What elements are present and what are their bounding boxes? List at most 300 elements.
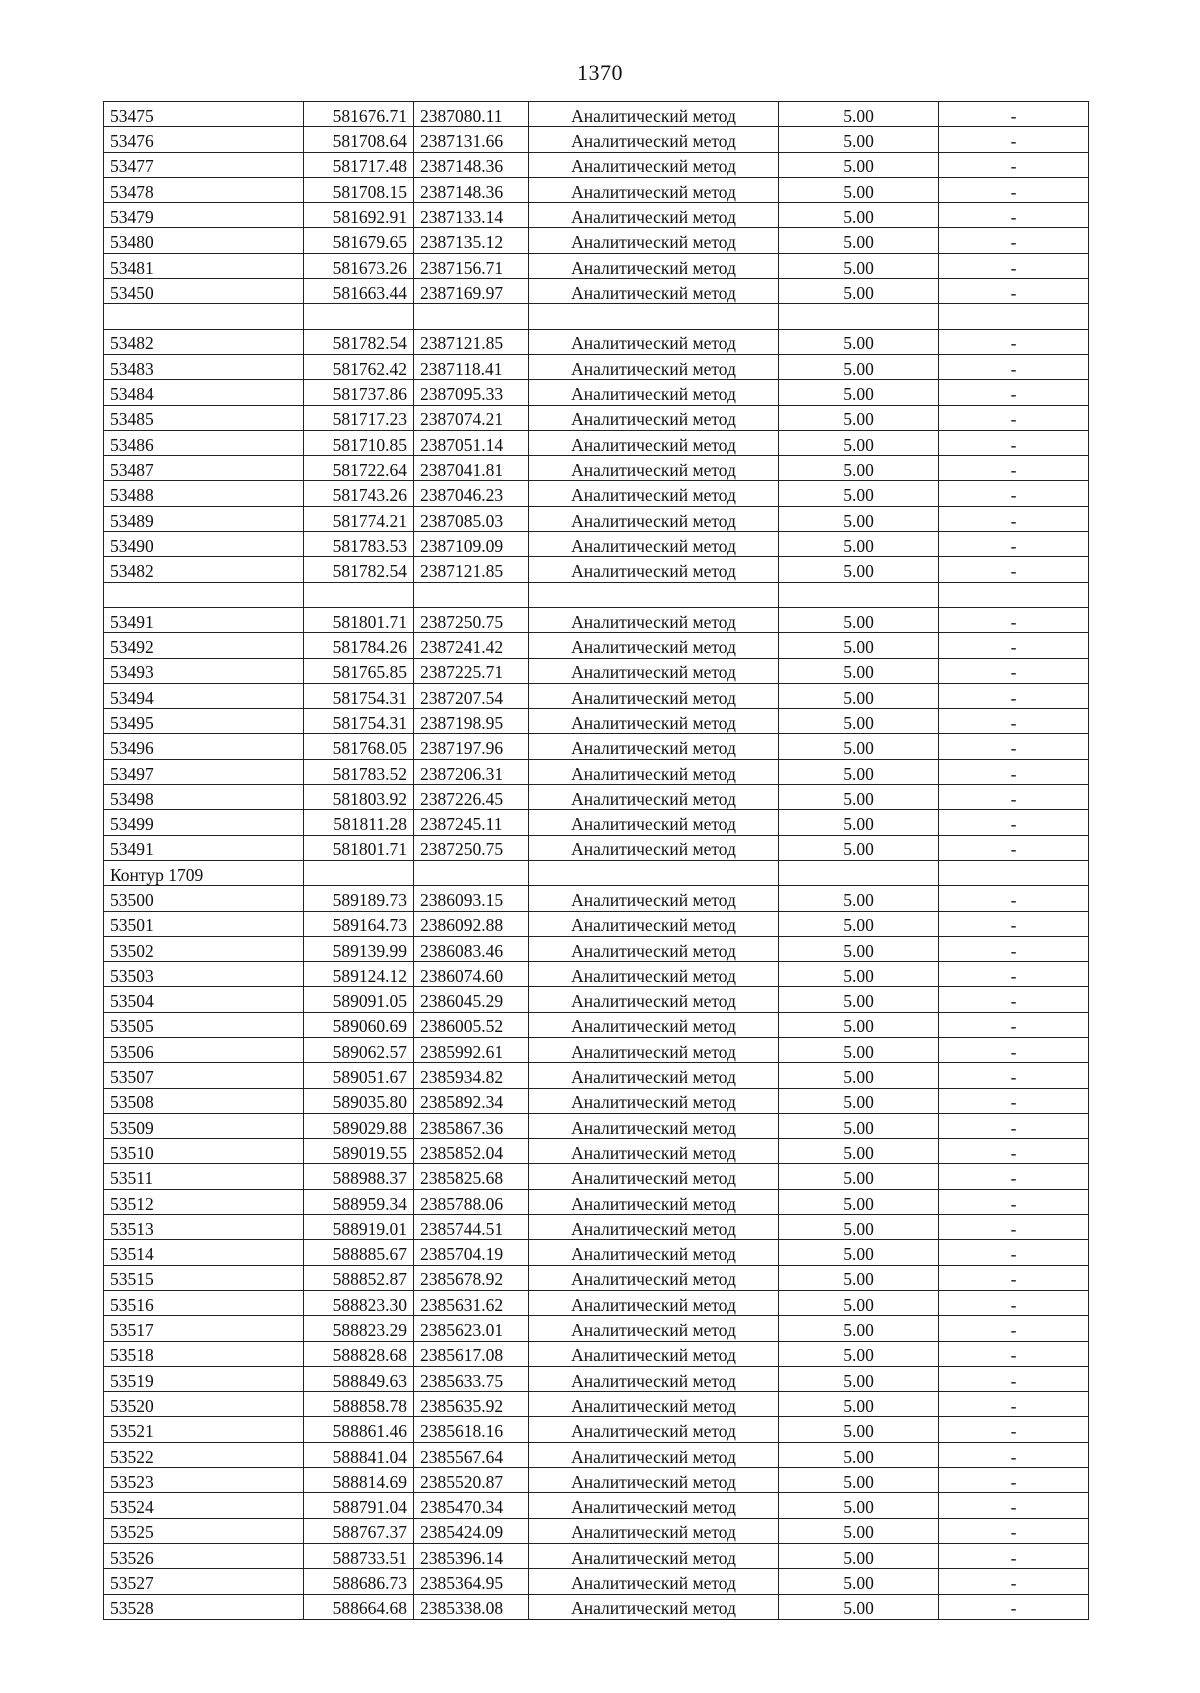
y-coordinate-cell: 2385867.36 (414, 1113, 529, 1138)
y-coordinate-cell: 2387241.42 (414, 633, 529, 658)
y-coordinate-cell: 2387225.71 (414, 658, 529, 683)
note-cell: - (939, 1417, 1089, 1442)
note-cell: - (939, 456, 1089, 481)
point-number-cell: Контур 1709 (104, 860, 304, 885)
x-coordinate-cell: 588733.51 (304, 1543, 414, 1568)
point-number-cell: 53479 (104, 203, 304, 228)
table-row (104, 127, 1089, 152)
point-number-cell: 53486 (104, 430, 304, 455)
coordinates-table (103, 101, 1089, 1620)
x-coordinate-cell: 588849.63 (304, 1366, 414, 1391)
y-coordinate-cell: 2385618.16 (414, 1417, 529, 1442)
y-coordinate-cell: 2385424.09 (414, 1518, 529, 1543)
table-row (104, 456, 1089, 481)
point-number-cell: 53521 (104, 1417, 304, 1442)
point-number-cell: 53528 (104, 1594, 304, 1619)
x-coordinate-cell: 581782.54 (304, 557, 414, 582)
point-number-cell: 53515 (104, 1265, 304, 1290)
table-row (104, 1518, 1089, 1543)
table-row (104, 1417, 1089, 1442)
point-number-cell: 53524 (104, 1493, 304, 1518)
note-cell: - (939, 430, 1089, 455)
method-cell: Аналитический метод (529, 658, 779, 683)
table-row (104, 380, 1089, 405)
y-coordinate-cell: 2386092.88 (414, 911, 529, 936)
table-row (104, 1113, 1089, 1138)
x-coordinate-cell: 588814.69 (304, 1468, 414, 1493)
note-cell: - (939, 253, 1089, 278)
table-row (104, 1037, 1089, 1062)
y-coordinate-cell: 2387156.71 (414, 253, 529, 278)
y-coordinate-cell (414, 860, 529, 885)
y-coordinate-cell: 2387095.33 (414, 380, 529, 405)
point-number-cell: 53480 (104, 228, 304, 253)
method-cell: Аналитический метод (529, 1139, 779, 1164)
accuracy-cell: 5.00 (779, 532, 939, 557)
point-number-cell: 53481 (104, 253, 304, 278)
note-cell: - (939, 203, 1089, 228)
x-coordinate-cell: 581782.54 (304, 329, 414, 354)
accuracy-cell: 5.00 (779, 354, 939, 379)
point-number-cell: 53513 (104, 1215, 304, 1240)
method-cell: Аналитический метод (529, 607, 779, 632)
table-row (104, 1468, 1089, 1493)
y-coordinate-cell: 2385934.82 (414, 1063, 529, 1088)
x-coordinate-cell: 589029.88 (304, 1113, 414, 1138)
x-coordinate-cell: 589091.05 (304, 987, 414, 1012)
y-coordinate-cell: 2385678.92 (414, 1265, 529, 1290)
method-cell: Аналитический метод (529, 1215, 779, 1240)
y-coordinate-cell: 2387109.09 (414, 532, 529, 557)
note-cell: - (939, 1240, 1089, 1265)
x-coordinate-cell: 588686.73 (304, 1569, 414, 1594)
y-coordinate-cell: 2386074.60 (414, 962, 529, 987)
table-row (104, 1366, 1089, 1391)
x-coordinate-cell: 581722.64 (304, 456, 414, 481)
x-coordinate-cell: 581801.71 (304, 607, 414, 632)
note-cell: - (939, 1493, 1089, 1518)
method-cell: Аналитический метод (529, 481, 779, 506)
y-coordinate-cell: 2387245.11 (414, 810, 529, 835)
x-coordinate-cell: 588823.30 (304, 1290, 414, 1315)
y-coordinate-cell: 2387133.14 (414, 203, 529, 228)
accuracy-cell: 5.00 (779, 1442, 939, 1467)
note-cell: - (939, 810, 1089, 835)
table-row (104, 1543, 1089, 1568)
method-cell: Аналитический метод (529, 1543, 779, 1568)
point-number-cell: 53476 (104, 127, 304, 152)
accuracy-cell: 5.00 (779, 1265, 939, 1290)
x-coordinate-cell: 581768.05 (304, 734, 414, 759)
accuracy-cell: 5.00 (779, 1366, 939, 1391)
accuracy-cell: 5.00 (779, 1493, 939, 1518)
x-coordinate-cell: 588885.67 (304, 1240, 414, 1265)
y-coordinate-cell: 2386045.29 (414, 987, 529, 1012)
x-coordinate-cell: 581754.31 (304, 683, 414, 708)
method-cell: Аналитический метод (529, 759, 779, 784)
table-row (104, 304, 1089, 329)
point-number-cell: 53450 (104, 279, 304, 304)
accuracy-cell: 5.00 (779, 709, 939, 734)
point-number-cell: 53522 (104, 1442, 304, 1467)
table-row (104, 152, 1089, 177)
note-cell: - (939, 1265, 1089, 1290)
table-row (104, 1012, 1089, 1037)
point-number-cell: 53498 (104, 785, 304, 810)
note-cell: - (939, 380, 1089, 405)
note-cell: - (939, 962, 1089, 987)
point-number-cell: 53523 (104, 1468, 304, 1493)
note-cell: - (939, 1063, 1089, 1088)
y-coordinate-cell: 2385364.95 (414, 1569, 529, 1594)
y-coordinate-cell: 2387121.85 (414, 557, 529, 582)
note-cell: - (939, 835, 1089, 860)
x-coordinate-cell: 581783.53 (304, 532, 414, 557)
y-coordinate-cell: 2387041.81 (414, 456, 529, 481)
y-coordinate-cell: 2387121.85 (414, 329, 529, 354)
x-coordinate-cell: 588664.68 (304, 1594, 414, 1619)
x-coordinate-cell: 588823.29 (304, 1316, 414, 1341)
method-cell: Аналитический метод (529, 279, 779, 304)
x-coordinate-cell: 581708.64 (304, 127, 414, 152)
table-row (104, 962, 1089, 987)
note-cell (939, 860, 1089, 885)
point-number-cell: 53484 (104, 380, 304, 405)
method-cell: Аналитический метод (529, 785, 779, 810)
point-number-cell: 53502 (104, 936, 304, 961)
x-coordinate-cell: 581673.26 (304, 253, 414, 278)
x-coordinate-cell: 581811.28 (304, 810, 414, 835)
method-cell: Аналитический метод (529, 1189, 779, 1214)
accuracy-cell: 5.00 (779, 430, 939, 455)
note-cell: - (939, 936, 1089, 961)
x-coordinate-cell: 589189.73 (304, 886, 414, 911)
y-coordinate-cell: 2385631.62 (414, 1290, 529, 1315)
accuracy-cell: 5.00 (779, 380, 939, 405)
method-cell: Аналитический метод (529, 380, 779, 405)
table-row (104, 1290, 1089, 1315)
table-row (104, 532, 1089, 557)
method-cell: Аналитический метод (529, 1417, 779, 1442)
note-cell (939, 582, 1089, 607)
accuracy-cell: 5.00 (779, 405, 939, 430)
y-coordinate-cell: 2385396.14 (414, 1543, 529, 1568)
point-number-cell: 53509 (104, 1113, 304, 1138)
y-coordinate-cell: 2385825.68 (414, 1164, 529, 1189)
note-cell: - (939, 1088, 1089, 1113)
point-number-cell: 53518 (104, 1341, 304, 1366)
accuracy-cell: 5.00 (779, 1164, 939, 1189)
point-number-cell: 53496 (104, 734, 304, 759)
y-coordinate-cell: 2385704.19 (414, 1240, 529, 1265)
method-cell: Аналитический метод (529, 506, 779, 531)
y-coordinate-cell: 2387250.75 (414, 607, 529, 632)
table-row (104, 1316, 1089, 1341)
y-coordinate-cell: 2387207.54 (414, 683, 529, 708)
table-row (104, 405, 1089, 430)
table-row (104, 658, 1089, 683)
x-coordinate-cell: 581765.85 (304, 658, 414, 683)
x-coordinate-cell: 588841.04 (304, 1442, 414, 1467)
y-coordinate-cell: 2387135.12 (414, 228, 529, 253)
point-number-cell: 53503 (104, 962, 304, 987)
note-cell: - (939, 759, 1089, 784)
x-coordinate-cell: 581717.23 (304, 405, 414, 430)
table-row (104, 633, 1089, 658)
note-cell: - (939, 532, 1089, 557)
point-number-cell: 53512 (104, 1189, 304, 1214)
method-cell (529, 304, 779, 329)
point-number-cell: 53500 (104, 886, 304, 911)
method-cell: Аналитический метод (529, 633, 779, 658)
note-cell: - (939, 987, 1089, 1012)
x-coordinate-cell: 589062.57 (304, 1037, 414, 1062)
x-coordinate-cell: 581692.91 (304, 203, 414, 228)
note-cell: - (939, 1366, 1089, 1391)
x-coordinate-cell: 589060.69 (304, 1012, 414, 1037)
note-cell: - (939, 127, 1089, 152)
method-cell: Аналитический метод (529, 734, 779, 759)
table-row (104, 1569, 1089, 1594)
point-number-cell: 53520 (104, 1392, 304, 1417)
method-cell: Аналитический метод (529, 911, 779, 936)
x-coordinate-cell: 581801.71 (304, 835, 414, 860)
accuracy-cell: 5.00 (779, 785, 939, 810)
table-row (104, 506, 1089, 531)
x-coordinate-cell: 588852.87 (304, 1265, 414, 1290)
accuracy-cell: 5.00 (779, 607, 939, 632)
accuracy-cell (779, 304, 939, 329)
method-cell: Аналитический метод (529, 127, 779, 152)
y-coordinate-cell: 2385635.92 (414, 1392, 529, 1417)
table-row (104, 430, 1089, 455)
method-cell: Аналитический метод (529, 936, 779, 961)
table-row (104, 177, 1089, 202)
note-cell: - (939, 658, 1089, 683)
accuracy-cell: 5.00 (779, 1139, 939, 1164)
note-cell (939, 304, 1089, 329)
note-cell: - (939, 1290, 1089, 1315)
table-row (104, 987, 1089, 1012)
note-cell: - (939, 1012, 1089, 1037)
y-coordinate-cell: 2387051.14 (414, 430, 529, 455)
note-cell: - (939, 911, 1089, 936)
y-coordinate-cell: 2385992.61 (414, 1037, 529, 1062)
y-coordinate-cell: 2387250.75 (414, 835, 529, 860)
accuracy-cell: 5.00 (779, 329, 939, 354)
table-row (104, 582, 1089, 607)
method-cell: Аналитический метод (529, 709, 779, 734)
table-row (104, 1189, 1089, 1214)
method-cell: Аналитический метод (529, 1088, 779, 1113)
accuracy-cell: 5.00 (779, 1215, 939, 1240)
note-cell: - (939, 1594, 1089, 1619)
point-number-cell: 53487 (104, 456, 304, 481)
point-number-cell: 53483 (104, 354, 304, 379)
method-cell: Аналитический метод (529, 1493, 779, 1518)
point-number-cell: 53527 (104, 1569, 304, 1594)
note-cell: - (939, 329, 1089, 354)
point-number-cell: 53508 (104, 1088, 304, 1113)
accuracy-cell: 5.00 (779, 1341, 939, 1366)
method-cell: Аналитический метод (529, 1569, 779, 1594)
method-cell: Аналитический метод (529, 102, 779, 127)
note-cell: - (939, 405, 1089, 430)
page-number: 1370 (577, 60, 623, 85)
accuracy-cell: 5.00 (779, 1417, 939, 1442)
point-number-cell: 53475 (104, 102, 304, 127)
note-cell: - (939, 785, 1089, 810)
point-number-cell: 53478 (104, 177, 304, 202)
y-coordinate-cell: 2385520.87 (414, 1468, 529, 1493)
y-coordinate-cell: 2387148.36 (414, 177, 529, 202)
x-coordinate-cell: 581679.65 (304, 228, 414, 253)
accuracy-cell: 5.00 (779, 1543, 939, 1568)
point-number-cell: 53485 (104, 405, 304, 430)
x-coordinate-cell: 581783.52 (304, 759, 414, 784)
note-cell: - (939, 1215, 1089, 1240)
point-number-cell (104, 304, 304, 329)
table-row (104, 1594, 1089, 1619)
table-row (104, 1341, 1089, 1366)
accuracy-cell: 5.00 (779, 759, 939, 784)
x-coordinate-cell: 588858.78 (304, 1392, 414, 1417)
note-cell: - (939, 279, 1089, 304)
accuracy-cell: 5.00 (779, 1189, 939, 1214)
point-number-cell: 53491 (104, 835, 304, 860)
table-row (104, 481, 1089, 506)
table-row (104, 1392, 1089, 1417)
point-number-cell: 53507 (104, 1063, 304, 1088)
note-cell: - (939, 1442, 1089, 1467)
point-number-cell (104, 582, 304, 607)
method-cell: Аналитический метод (529, 1240, 779, 1265)
method-cell: Аналитический метод (529, 430, 779, 455)
accuracy-cell: 5.00 (779, 1088, 939, 1113)
x-coordinate-cell: 581737.86 (304, 380, 414, 405)
note-cell: - (939, 1189, 1089, 1214)
method-cell: Аналитический метод (529, 532, 779, 557)
table-row (104, 810, 1089, 835)
y-coordinate-cell: 2385744.51 (414, 1215, 529, 1240)
y-coordinate-cell: 2387131.66 (414, 127, 529, 152)
method-cell: Аналитический метод (529, 1037, 779, 1062)
point-number-cell: 53488 (104, 481, 304, 506)
x-coordinate-cell: 581717.48 (304, 152, 414, 177)
note-cell: - (939, 228, 1089, 253)
note-cell: - (939, 1468, 1089, 1493)
note-cell: - (939, 1392, 1089, 1417)
method-cell: Аналитический метод (529, 152, 779, 177)
x-coordinate-cell: 581676.71 (304, 102, 414, 127)
y-coordinate-cell: 2385852.04 (414, 1139, 529, 1164)
accuracy-cell: 5.00 (779, 1468, 939, 1493)
accuracy-cell: 5.00 (779, 456, 939, 481)
method-cell: Аналитический метод (529, 835, 779, 860)
note-cell: - (939, 709, 1089, 734)
accuracy-cell: 5.00 (779, 228, 939, 253)
accuracy-cell: 5.00 (779, 810, 939, 835)
accuracy-cell: 5.00 (779, 1594, 939, 1619)
x-coordinate-cell: 589124.12 (304, 962, 414, 987)
x-coordinate-cell: 589035.80 (304, 1088, 414, 1113)
table-row (104, 228, 1089, 253)
method-cell: Аналитический метод (529, 810, 779, 835)
method-cell: Аналитический метод (529, 405, 779, 430)
y-coordinate-cell: 2386093.15 (414, 886, 529, 911)
point-number-cell: 53504 (104, 987, 304, 1012)
x-coordinate-cell: 589019.55 (304, 1139, 414, 1164)
method-cell: Аналитический метод (529, 1366, 779, 1391)
accuracy-cell: 5.00 (779, 1569, 939, 1594)
note-cell: - (939, 1113, 1089, 1138)
note-cell: - (939, 506, 1089, 531)
x-coordinate-cell: 581803.92 (304, 785, 414, 810)
x-coordinate-cell: 588988.37 (304, 1164, 414, 1189)
point-number-cell: 53492 (104, 633, 304, 658)
accuracy-cell: 5.00 (779, 127, 939, 152)
accuracy-cell (779, 582, 939, 607)
point-number-cell: 53482 (104, 329, 304, 354)
note-cell: - (939, 1037, 1089, 1062)
method-cell: Аналитический метод (529, 1392, 779, 1417)
x-coordinate-cell: 589051.67 (304, 1063, 414, 1088)
table-row (104, 607, 1089, 632)
accuracy-cell: 5.00 (779, 1290, 939, 1315)
method-cell: Аналитический метод (529, 962, 779, 987)
table-row (104, 253, 1089, 278)
note-cell: - (939, 734, 1089, 759)
method-cell: Аналитический метод (529, 354, 779, 379)
point-number-cell: 53489 (104, 506, 304, 531)
point-number-cell: 53482 (104, 557, 304, 582)
table-row (104, 102, 1089, 127)
table-row (104, 683, 1089, 708)
table-row (104, 911, 1089, 936)
y-coordinate-cell: 2385338.08 (414, 1594, 529, 1619)
table-row (104, 1215, 1089, 1240)
note-cell: - (939, 177, 1089, 202)
note-cell: - (939, 886, 1089, 911)
method-cell: Аналитический метод (529, 228, 779, 253)
y-coordinate-cell: 2387080.11 (414, 102, 529, 127)
accuracy-cell: 5.00 (779, 1316, 939, 1341)
table-row (104, 709, 1089, 734)
note-cell: - (939, 1341, 1089, 1366)
method-cell: Аналитический метод (529, 1063, 779, 1088)
y-coordinate-cell: 2385623.01 (414, 1316, 529, 1341)
method-cell: Аналитический метод (529, 683, 779, 708)
method-cell: Аналитический метод (529, 177, 779, 202)
x-coordinate-cell: 588828.68 (304, 1341, 414, 1366)
y-coordinate-cell: 2385567.64 (414, 1442, 529, 1467)
point-number-cell: 53490 (104, 532, 304, 557)
point-number-cell: 53501 (104, 911, 304, 936)
x-coordinate-cell: 581774.21 (304, 506, 414, 531)
x-coordinate-cell: 588959.34 (304, 1189, 414, 1214)
accuracy-cell: 5.00 (779, 886, 939, 911)
accuracy-cell: 5.00 (779, 936, 939, 961)
y-coordinate-cell: 2387226.45 (414, 785, 529, 810)
x-coordinate-cell (304, 860, 414, 885)
coordinates-table-body (104, 102, 1089, 1620)
note-cell: - (939, 481, 1089, 506)
x-coordinate-cell: 581663.44 (304, 279, 414, 304)
note-cell: - (939, 152, 1089, 177)
x-coordinate-cell: 588791.04 (304, 1493, 414, 1518)
method-cell (529, 582, 779, 607)
x-coordinate-cell: 589139.99 (304, 936, 414, 961)
